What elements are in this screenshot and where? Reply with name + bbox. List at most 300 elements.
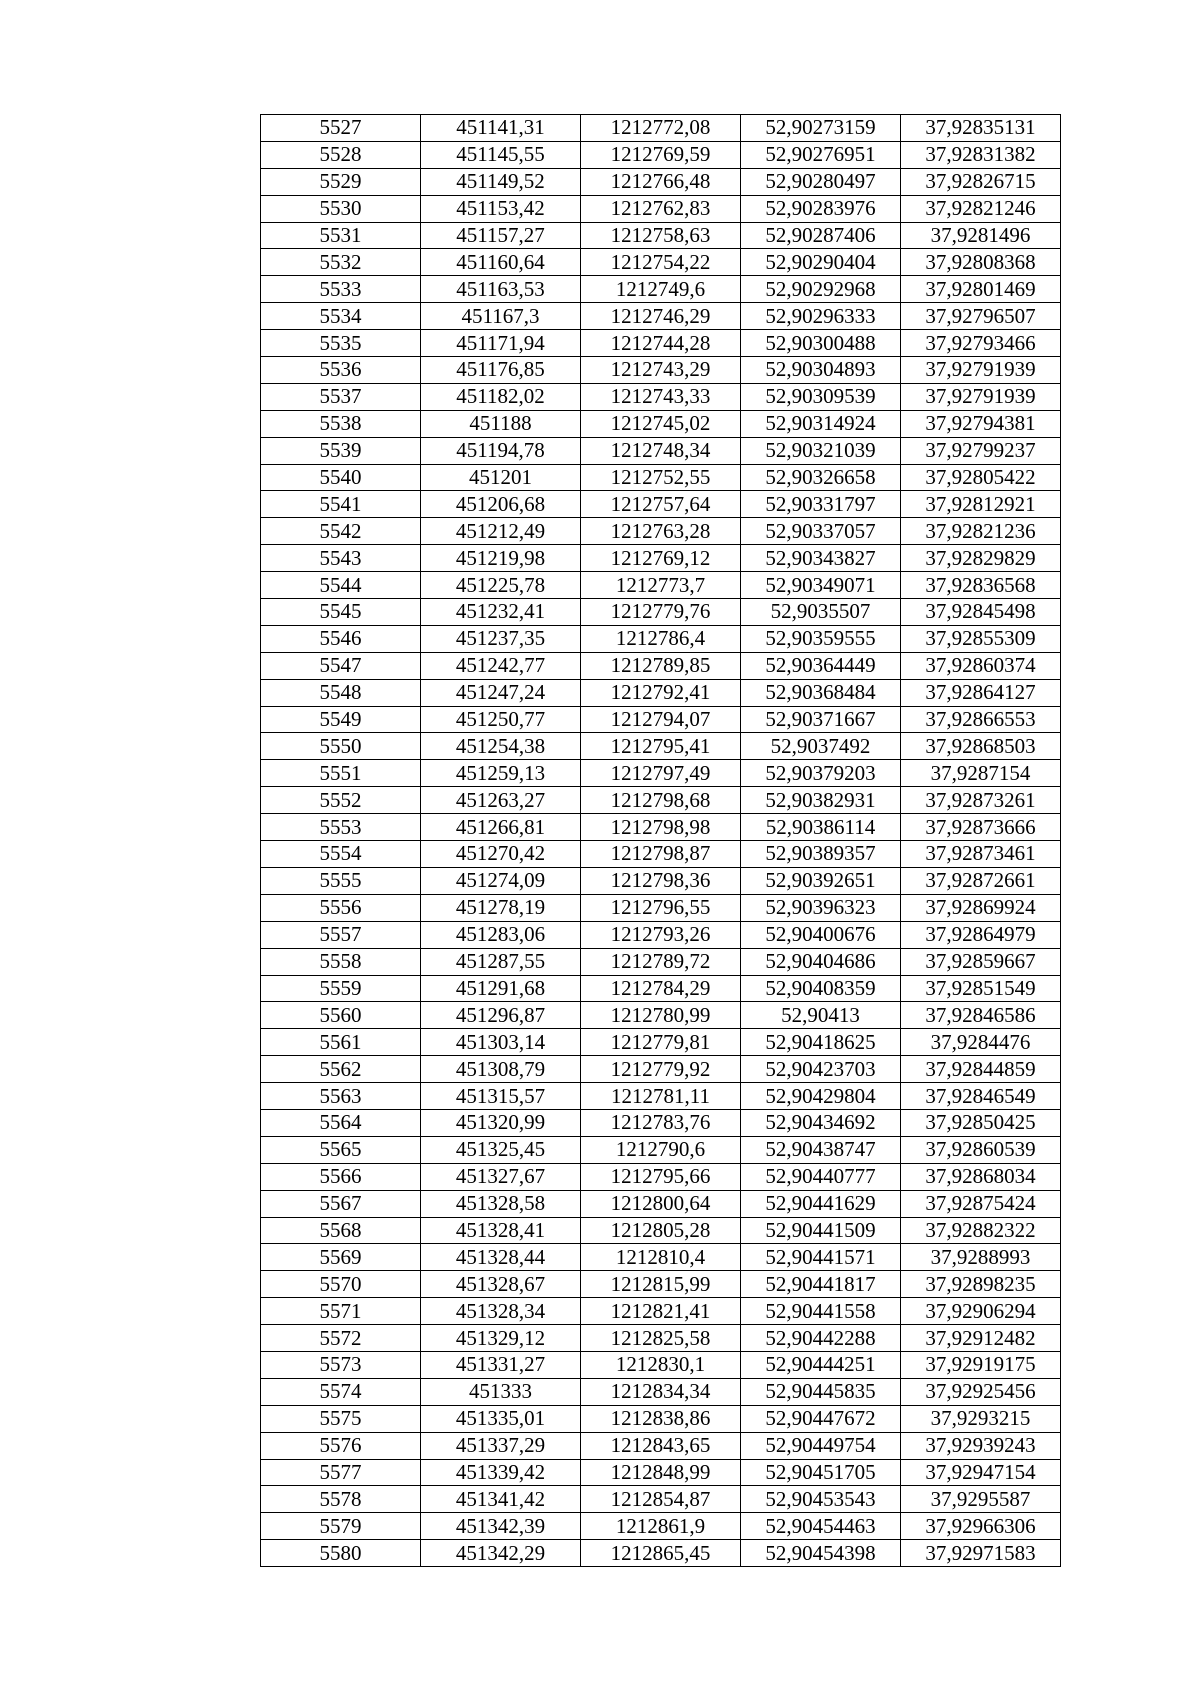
table-row — [261, 1271, 1061, 1298]
point-number-cell: 5532 — [261, 249, 421, 276]
x-coordinate-cell: 451171,94 — [421, 330, 581, 357]
x-coordinate-cell: 451263,27 — [421, 787, 581, 814]
y-coordinate-cell: 1212769,59 — [581, 141, 741, 168]
y-coordinate-cell: 1212815,99 — [581, 1271, 741, 1298]
table-row — [261, 1378, 1061, 1405]
y-coordinate-cell: 1212795,66 — [581, 1163, 741, 1190]
y-coordinate-cell: 1212794,07 — [581, 706, 741, 733]
point-number-cell: 5540 — [261, 464, 421, 491]
x-coordinate-cell: 451201 — [421, 464, 581, 491]
x-coordinate-cell: 451247,24 — [421, 679, 581, 706]
latitude-cell: 52,90441629 — [741, 1190, 901, 1217]
longitude-cell: 37,92821246 — [901, 195, 1061, 222]
latitude-cell: 52,90343827 — [741, 545, 901, 572]
y-coordinate-cell: 1212792,41 — [581, 679, 741, 706]
x-coordinate-cell: 451237,35 — [421, 625, 581, 652]
y-coordinate-cell: 1212810,4 — [581, 1244, 741, 1271]
y-coordinate-cell: 1212798,68 — [581, 787, 741, 814]
point-number-cell: 5572 — [261, 1325, 421, 1352]
point-number-cell: 5530 — [261, 195, 421, 222]
longitude-cell: 37,92925456 — [901, 1378, 1061, 1405]
y-coordinate-cell: 1212743,33 — [581, 383, 741, 410]
table-row — [261, 1459, 1061, 1486]
latitude-cell: 52,90441558 — [741, 1298, 901, 1325]
y-coordinate-cell: 1212766,48 — [581, 168, 741, 195]
x-coordinate-cell: 451320,99 — [421, 1109, 581, 1136]
longitude-cell: 37,92868503 — [901, 733, 1061, 760]
table-row — [261, 222, 1061, 249]
x-coordinate-cell: 451141,31 — [421, 115, 581, 142]
table-row — [261, 1298, 1061, 1325]
y-coordinate-cell: 1212752,55 — [581, 464, 741, 491]
x-coordinate-cell: 451212,49 — [421, 518, 581, 545]
point-number-cell: 5568 — [261, 1217, 421, 1244]
longitude-cell: 37,92875424 — [901, 1190, 1061, 1217]
point-number-cell: 5536 — [261, 357, 421, 384]
longitude-cell: 37,92855309 — [901, 625, 1061, 652]
longitude-cell: 37,9293215 — [901, 1405, 1061, 1432]
x-coordinate-cell: 451342,29 — [421, 1540, 581, 1567]
latitude-cell: 52,90386114 — [741, 814, 901, 841]
point-number-cell: 5561 — [261, 1029, 421, 1056]
point-number-cell: 5537 — [261, 383, 421, 410]
table-row — [261, 1109, 1061, 1136]
latitude-cell: 52,90337057 — [741, 518, 901, 545]
table-row — [261, 867, 1061, 894]
x-coordinate-cell: 451327,67 — [421, 1163, 581, 1190]
y-coordinate-cell: 1212798,87 — [581, 841, 741, 868]
point-number-cell: 5562 — [261, 1056, 421, 1083]
table-row — [261, 1244, 1061, 1271]
latitude-cell: 52,90400676 — [741, 921, 901, 948]
point-number-cell: 5576 — [261, 1432, 421, 1459]
point-number-cell: 5578 — [261, 1486, 421, 1513]
longitude-cell: 37,92812921 — [901, 491, 1061, 518]
latitude-cell: 52,90453543 — [741, 1486, 901, 1513]
latitude-cell: 52,90276951 — [741, 141, 901, 168]
point-number-cell: 5573 — [261, 1351, 421, 1378]
point-number-cell: 5529 — [261, 168, 421, 195]
longitude-cell: 37,92919175 — [901, 1351, 1061, 1378]
table-row — [261, 437, 1061, 464]
x-coordinate-cell: 451329,12 — [421, 1325, 581, 1352]
y-coordinate-cell: 1212754,22 — [581, 249, 741, 276]
point-number-cell: 5579 — [261, 1513, 421, 1540]
latitude-cell: 52,90445835 — [741, 1378, 901, 1405]
latitude-cell: 52,90408359 — [741, 975, 901, 1002]
point-number-cell: 5538 — [261, 410, 421, 437]
longitude-cell: 37,92860374 — [901, 652, 1061, 679]
y-coordinate-cell: 1212805,28 — [581, 1217, 741, 1244]
longitude-cell: 37,92826715 — [901, 168, 1061, 195]
point-number-cell: 5567 — [261, 1190, 421, 1217]
latitude-cell: 52,90440777 — [741, 1163, 901, 1190]
longitude-cell: 37,92873461 — [901, 841, 1061, 868]
point-number-cell: 5564 — [261, 1109, 421, 1136]
table-row — [261, 518, 1061, 545]
longitude-cell: 37,92836568 — [901, 572, 1061, 599]
x-coordinate-cell: 451149,52 — [421, 168, 581, 195]
point-number-cell: 5533 — [261, 276, 421, 303]
latitude-cell: 52,90429804 — [741, 1083, 901, 1110]
point-number-cell: 5556 — [261, 894, 421, 921]
latitude-cell: 52,90444251 — [741, 1351, 901, 1378]
x-coordinate-cell: 451342,39 — [421, 1513, 581, 1540]
y-coordinate-cell: 1212865,45 — [581, 1540, 741, 1567]
table-row — [261, 330, 1061, 357]
point-number-cell: 5539 — [261, 437, 421, 464]
point-number-cell: 5563 — [261, 1083, 421, 1110]
x-coordinate-cell: 451328,44 — [421, 1244, 581, 1271]
x-coordinate-cell: 451163,53 — [421, 276, 581, 303]
x-coordinate-cell: 451176,85 — [421, 357, 581, 384]
longitude-cell: 37,92873261 — [901, 787, 1061, 814]
latitude-cell: 52,90442288 — [741, 1325, 901, 1352]
point-number-cell: 5551 — [261, 760, 421, 787]
latitude-cell: 52,90314924 — [741, 410, 901, 437]
table-row — [261, 706, 1061, 733]
latitude-cell: 52,90304893 — [741, 357, 901, 384]
point-number-cell: 5541 — [261, 491, 421, 518]
y-coordinate-cell: 1212762,83 — [581, 195, 741, 222]
table-row — [261, 1190, 1061, 1217]
point-number-cell: 5534 — [261, 303, 421, 330]
longitude-cell: 37,92821236 — [901, 518, 1061, 545]
y-coordinate-cell: 1212789,72 — [581, 948, 741, 975]
y-coordinate-cell: 1212848,99 — [581, 1459, 741, 1486]
point-number-cell: 5531 — [261, 222, 421, 249]
latitude-cell: 52,90454463 — [741, 1513, 901, 1540]
x-coordinate-cell: 451328,67 — [421, 1271, 581, 1298]
longitude-cell: 37,92791939 — [901, 383, 1061, 410]
table-row — [261, 760, 1061, 787]
longitude-cell: 37,92801469 — [901, 276, 1061, 303]
table-row — [261, 787, 1061, 814]
table-row — [261, 652, 1061, 679]
longitude-cell: 37,92799237 — [901, 437, 1061, 464]
x-coordinate-cell: 451308,79 — [421, 1056, 581, 1083]
table-row — [261, 1029, 1061, 1056]
x-coordinate-cell: 451337,29 — [421, 1432, 581, 1459]
latitude-cell: 52,90326658 — [741, 464, 901, 491]
longitude-cell: 37,92872661 — [901, 867, 1061, 894]
x-coordinate-cell: 451242,77 — [421, 652, 581, 679]
table-row — [261, 464, 1061, 491]
y-coordinate-cell: 1212745,02 — [581, 410, 741, 437]
x-coordinate-cell: 451194,78 — [421, 437, 581, 464]
longitude-cell: 37,9288993 — [901, 1244, 1061, 1271]
table-row — [261, 1325, 1061, 1352]
table-row — [261, 679, 1061, 706]
coordinates-table-body — [261, 115, 1061, 1567]
latitude-cell: 52,90368484 — [741, 679, 901, 706]
longitude-cell: 37,92791939 — [901, 357, 1061, 384]
latitude-cell: 52,90349071 — [741, 572, 901, 599]
latitude-cell: 52,90447672 — [741, 1405, 901, 1432]
latitude-cell: 52,90441509 — [741, 1217, 901, 1244]
longitude-cell: 37,92939243 — [901, 1432, 1061, 1459]
table-row — [261, 491, 1061, 518]
coordinates-table — [260, 114, 1061, 1567]
x-coordinate-cell: 451254,38 — [421, 733, 581, 760]
table-row — [261, 841, 1061, 868]
point-number-cell: 5545 — [261, 599, 421, 626]
point-number-cell: 5555 — [261, 867, 421, 894]
latitude-cell: 52,90454398 — [741, 1540, 901, 1567]
latitude-cell: 52,90441817 — [741, 1271, 901, 1298]
x-coordinate-cell: 451266,81 — [421, 814, 581, 841]
longitude-cell: 37,92805422 — [901, 464, 1061, 491]
y-coordinate-cell: 1212781,11 — [581, 1083, 741, 1110]
table-row — [261, 975, 1061, 1002]
table-row — [261, 383, 1061, 410]
longitude-cell: 37,92835131 — [901, 115, 1061, 142]
y-coordinate-cell: 1212797,49 — [581, 760, 741, 787]
table-row — [261, 195, 1061, 222]
longitude-cell: 37,92793466 — [901, 330, 1061, 357]
x-coordinate-cell: 451328,58 — [421, 1190, 581, 1217]
longitude-cell: 37,92869924 — [901, 894, 1061, 921]
table-row — [261, 141, 1061, 168]
x-coordinate-cell: 451160,64 — [421, 249, 581, 276]
table-row — [261, 921, 1061, 948]
y-coordinate-cell: 1212784,29 — [581, 975, 741, 1002]
y-coordinate-cell: 1212798,98 — [581, 814, 741, 841]
latitude-cell: 52,90283976 — [741, 195, 901, 222]
latitude-cell: 52,90389357 — [741, 841, 901, 868]
x-coordinate-cell: 451315,57 — [421, 1083, 581, 1110]
y-coordinate-cell: 1212748,34 — [581, 437, 741, 464]
latitude-cell: 52,90382931 — [741, 787, 901, 814]
latitude-cell: 52,90321039 — [741, 437, 901, 464]
longitude-cell: 37,92860539 — [901, 1136, 1061, 1163]
table-row — [261, 1163, 1061, 1190]
longitude-cell: 37,92873666 — [901, 814, 1061, 841]
latitude-cell: 52,9035507 — [741, 599, 901, 626]
table-row — [261, 1486, 1061, 1513]
latitude-cell: 52,90418625 — [741, 1029, 901, 1056]
latitude-cell: 52,90379203 — [741, 760, 901, 787]
y-coordinate-cell: 1212796,55 — [581, 894, 741, 921]
longitude-cell: 37,92831382 — [901, 141, 1061, 168]
x-coordinate-cell: 451331,27 — [421, 1351, 581, 1378]
point-number-cell: 5570 — [261, 1271, 421, 1298]
x-coordinate-cell: 451341,42 — [421, 1486, 581, 1513]
y-coordinate-cell: 1212798,36 — [581, 867, 741, 894]
point-number-cell: 5542 — [261, 518, 421, 545]
y-coordinate-cell: 1212795,41 — [581, 733, 741, 760]
y-coordinate-cell: 1212789,85 — [581, 652, 741, 679]
x-coordinate-cell: 451145,55 — [421, 141, 581, 168]
table-row — [261, 1432, 1061, 1459]
table-row — [261, 545, 1061, 572]
latitude-cell: 52,90300488 — [741, 330, 901, 357]
y-coordinate-cell: 1212783,76 — [581, 1109, 741, 1136]
x-coordinate-cell: 451259,13 — [421, 760, 581, 787]
table-row — [261, 1540, 1061, 1567]
longitude-cell: 37,92850425 — [901, 1109, 1061, 1136]
y-coordinate-cell: 1212843,65 — [581, 1432, 741, 1459]
table-row — [261, 1056, 1061, 1083]
y-coordinate-cell: 1212825,58 — [581, 1325, 741, 1352]
x-coordinate-cell: 451296,87 — [421, 1002, 581, 1029]
latitude-cell: 52,90438747 — [741, 1136, 901, 1163]
x-coordinate-cell: 451225,78 — [421, 572, 581, 599]
x-coordinate-cell: 451287,55 — [421, 948, 581, 975]
point-number-cell: 5549 — [261, 706, 421, 733]
latitude-cell: 52,90396323 — [741, 894, 901, 921]
y-coordinate-cell: 1212779,81 — [581, 1029, 741, 1056]
x-coordinate-cell: 451270,42 — [421, 841, 581, 868]
point-number-cell: 5577 — [261, 1459, 421, 1486]
x-coordinate-cell: 451153,42 — [421, 195, 581, 222]
longitude-cell: 37,92859667 — [901, 948, 1061, 975]
x-coordinate-cell: 451278,19 — [421, 894, 581, 921]
latitude-cell: 52,9037492 — [741, 733, 901, 760]
latitude-cell: 52,90287406 — [741, 222, 901, 249]
table-row — [261, 410, 1061, 437]
table-row — [261, 1405, 1061, 1432]
y-coordinate-cell: 1212854,87 — [581, 1486, 741, 1513]
y-coordinate-cell: 1212800,64 — [581, 1190, 741, 1217]
point-number-cell: 5550 — [261, 733, 421, 760]
table-row — [261, 814, 1061, 841]
latitude-cell: 52,90371667 — [741, 706, 901, 733]
point-number-cell: 5558 — [261, 948, 421, 975]
x-coordinate-cell: 451232,41 — [421, 599, 581, 626]
longitude-cell: 37,92808368 — [901, 249, 1061, 276]
x-coordinate-cell: 451291,68 — [421, 975, 581, 1002]
longitude-cell: 37,92844859 — [901, 1056, 1061, 1083]
latitude-cell: 52,90449754 — [741, 1432, 901, 1459]
y-coordinate-cell: 1212780,99 — [581, 1002, 741, 1029]
point-number-cell: 5580 — [261, 1540, 421, 1567]
point-number-cell: 5535 — [261, 330, 421, 357]
longitude-cell: 37,92846586 — [901, 1002, 1061, 1029]
longitude-cell: 37,92912482 — [901, 1325, 1061, 1352]
table-row — [261, 733, 1061, 760]
latitude-cell: 52,90451705 — [741, 1459, 901, 1486]
y-coordinate-cell: 1212769,12 — [581, 545, 741, 572]
point-number-cell: 5559 — [261, 975, 421, 1002]
longitude-cell: 37,92864127 — [901, 679, 1061, 706]
latitude-cell: 52,90441571 — [741, 1244, 901, 1271]
latitude-cell: 52,90296333 — [741, 303, 901, 330]
point-number-cell: 5575 — [261, 1405, 421, 1432]
point-number-cell: 5574 — [261, 1378, 421, 1405]
longitude-cell: 37,92947154 — [901, 1459, 1061, 1486]
longitude-cell: 37,92829829 — [901, 545, 1061, 572]
table-row — [261, 572, 1061, 599]
y-coordinate-cell: 1212772,08 — [581, 115, 741, 142]
x-coordinate-cell: 451333 — [421, 1378, 581, 1405]
y-coordinate-cell: 1212744,28 — [581, 330, 741, 357]
longitude-cell: 37,92868034 — [901, 1163, 1061, 1190]
longitude-cell: 37,92882322 — [901, 1217, 1061, 1244]
longitude-cell: 37,9284476 — [901, 1029, 1061, 1056]
x-coordinate-cell: 451250,77 — [421, 706, 581, 733]
x-coordinate-cell: 451157,27 — [421, 222, 581, 249]
point-number-cell: 5548 — [261, 679, 421, 706]
y-coordinate-cell: 1212790,6 — [581, 1136, 741, 1163]
y-coordinate-cell: 1212763,28 — [581, 518, 741, 545]
table-row — [261, 1002, 1061, 1029]
point-number-cell: 5560 — [261, 1002, 421, 1029]
y-coordinate-cell: 1212779,92 — [581, 1056, 741, 1083]
point-number-cell: 5553 — [261, 814, 421, 841]
y-coordinate-cell: 1212786,4 — [581, 625, 741, 652]
table-row — [261, 948, 1061, 975]
point-number-cell: 5566 — [261, 1163, 421, 1190]
latitude-cell: 52,90273159 — [741, 115, 901, 142]
point-number-cell: 5547 — [261, 652, 421, 679]
point-number-cell: 5543 — [261, 545, 421, 572]
y-coordinate-cell: 1212838,86 — [581, 1405, 741, 1432]
table-row — [261, 249, 1061, 276]
table-row — [261, 1136, 1061, 1163]
point-number-cell: 5565 — [261, 1136, 421, 1163]
longitude-cell: 37,92866553 — [901, 706, 1061, 733]
y-coordinate-cell: 1212834,34 — [581, 1378, 741, 1405]
point-number-cell: 5528 — [261, 141, 421, 168]
latitude-cell: 52,90280497 — [741, 168, 901, 195]
y-coordinate-cell: 1212743,29 — [581, 357, 741, 384]
point-number-cell: 5557 — [261, 921, 421, 948]
table-row — [261, 1513, 1061, 1540]
point-number-cell: 5544 — [261, 572, 421, 599]
table-row — [261, 1083, 1061, 1110]
x-coordinate-cell: 451283,06 — [421, 921, 581, 948]
x-coordinate-cell: 451206,68 — [421, 491, 581, 518]
latitude-cell: 52,90423703 — [741, 1056, 901, 1083]
y-coordinate-cell: 1212749,6 — [581, 276, 741, 303]
longitude-cell: 37,92845498 — [901, 599, 1061, 626]
x-coordinate-cell: 451167,3 — [421, 303, 581, 330]
longitude-cell: 37,92966306 — [901, 1513, 1061, 1540]
latitude-cell: 52,90404686 — [741, 948, 901, 975]
x-coordinate-cell: 451328,41 — [421, 1217, 581, 1244]
y-coordinate-cell: 1212821,41 — [581, 1298, 741, 1325]
x-coordinate-cell: 451325,45 — [421, 1136, 581, 1163]
latitude-cell: 52,90309539 — [741, 383, 901, 410]
y-coordinate-cell: 1212793,26 — [581, 921, 741, 948]
point-number-cell: 5552 — [261, 787, 421, 814]
latitude-cell: 52,90364449 — [741, 652, 901, 679]
latitude-cell: 52,90392651 — [741, 867, 901, 894]
y-coordinate-cell: 1212758,63 — [581, 222, 741, 249]
point-number-cell: 5554 — [261, 841, 421, 868]
y-coordinate-cell: 1212773,7 — [581, 572, 741, 599]
table-row — [261, 599, 1061, 626]
longitude-cell: 37,92796507 — [901, 303, 1061, 330]
y-coordinate-cell: 1212757,64 — [581, 491, 741, 518]
x-coordinate-cell: 451182,02 — [421, 383, 581, 410]
longitude-cell: 37,9287154 — [901, 760, 1061, 787]
x-coordinate-cell: 451303,14 — [421, 1029, 581, 1056]
latitude-cell: 52,90434692 — [741, 1109, 901, 1136]
y-coordinate-cell: 1212746,29 — [581, 303, 741, 330]
longitude-cell: 37,92864979 — [901, 921, 1061, 948]
table-row — [261, 1217, 1061, 1244]
x-coordinate-cell: 451335,01 — [421, 1405, 581, 1432]
longitude-cell: 37,92898235 — [901, 1271, 1061, 1298]
x-coordinate-cell: 451188 — [421, 410, 581, 437]
point-number-cell: 5569 — [261, 1244, 421, 1271]
point-number-cell: 5527 — [261, 115, 421, 142]
longitude-cell: 37,92906294 — [901, 1298, 1061, 1325]
table-row — [261, 1351, 1061, 1378]
point-number-cell: 5546 — [261, 625, 421, 652]
